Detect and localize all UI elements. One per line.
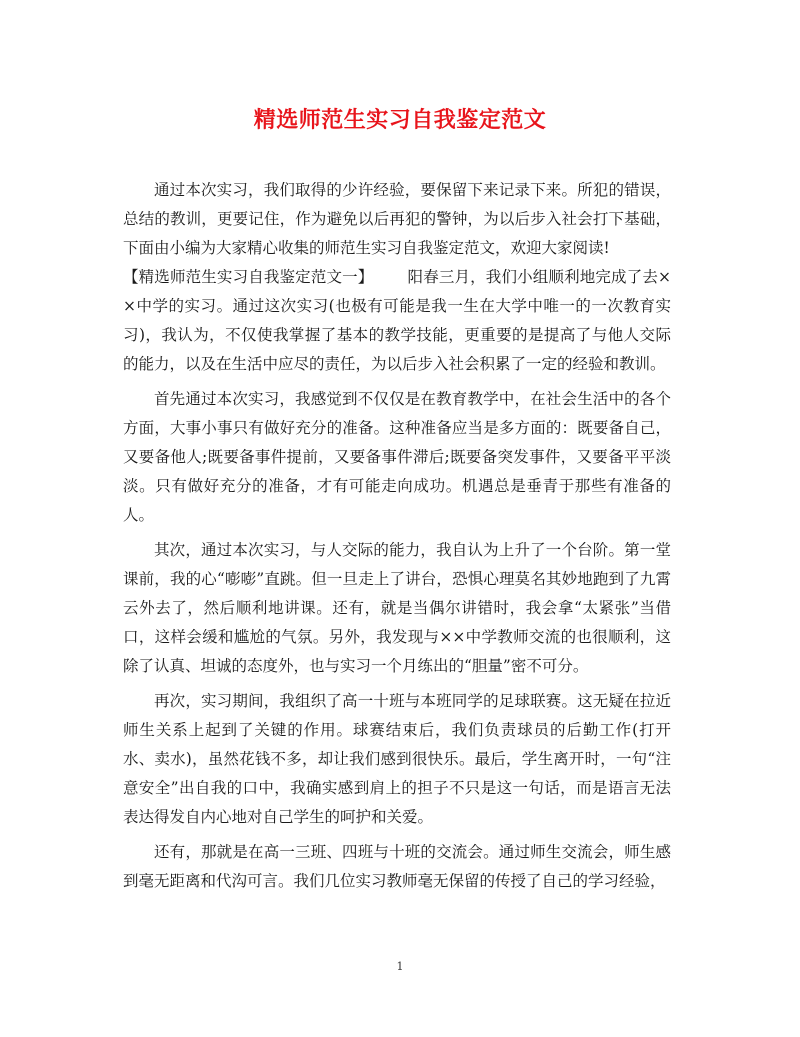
page-number: 1	[396, 960, 404, 973]
intro-paragraph: 通过本次实习，我们取得的少许经验，要保留下来记录下来。所犯的错误，总结的教训，更要记住，作为避免以后再犯的警钟，为以后步入社会打下基础，下面由小编为大家精心收集的师范生实习自我鉴定范文，欢迎大家阅读!	[123, 181, 671, 257]
body-paragraph-1: 首先通过本次实习，我感觉到不仅仅是在教育教学中，在社会生活中的各个方面，大事小事只有做好充分的准备。这种准备应当是多方面的：既要备自己，又要备他人;既要备事件提前，又要备事件滞后;既要备突发事件，又要备平平淡淡。只有做好充分的准备，才有可能走向成功。机遇总是垂青于那些有准备的人。	[123, 390, 671, 524]
document-title: 精选师范生实习自我鉴定范文	[253, 108, 547, 133]
section-heading: 【精选师范生实习自我鉴定范文一】	[123, 268, 374, 286]
section-one-text: 阳春三月，我们小组顺利地完成了去××中学的实习。通过这次实习(也极有可能是我一生在大学中唯一的一次教育实习)，我认为，不仅使我掌握了基本的教学技能，更重要的是提高了与他人交际的能力，以及在生活中应尽的责任，为以后步入社会积累了一定的经验和教训。	[123, 268, 671, 373]
body-paragraph-3: 再次，实习期间，我组织了高一十班与本班同学的足球联赛。这无疑在拉近师生关系上起到了关键的作用。球赛结束后，我们负责球员的后勤工作(打开水、卖水)，虽然花钱不多，却让我们感到很快乐。最后，学生离开时，一句“注意安全”出自我的口中，我确实感到肩上的担子不只是这一句话，而是语言无法表达得发自内心地对自己学生的呵护和关爱。	[123, 692, 671, 826]
body-paragraph-2: 其次，通过本次实习，与人交际的能力，我自认为上升了一个台阶。第一堂课前，我的心“嘭嘭”直跳。但一旦走上了讲台，恐惧心理莫名其妙地跑到了九霄云外去了，然后顺利地讲课。还有，就是当偶尔讲错时，我会拿“太紧张”当借口，这样会缓和尴尬的气氛。另外，我发现与××中学教师交流的也很顺利，这除了认真、坦诚的态度外，也与实习一个月练出的“胆量”密不可分。	[123, 541, 671, 675]
section-one-paragraph	[123, 263, 671, 379]
body-paragraph-4: 还有，那就是在高一三班、四班与十班的交流会。通过师生交流会，师生感到毫无距离和代沟可言。我们几位实习教师毫无保留的传授了自己的学习经验，	[123, 843, 671, 890]
document-body	[123, 176, 671, 902]
